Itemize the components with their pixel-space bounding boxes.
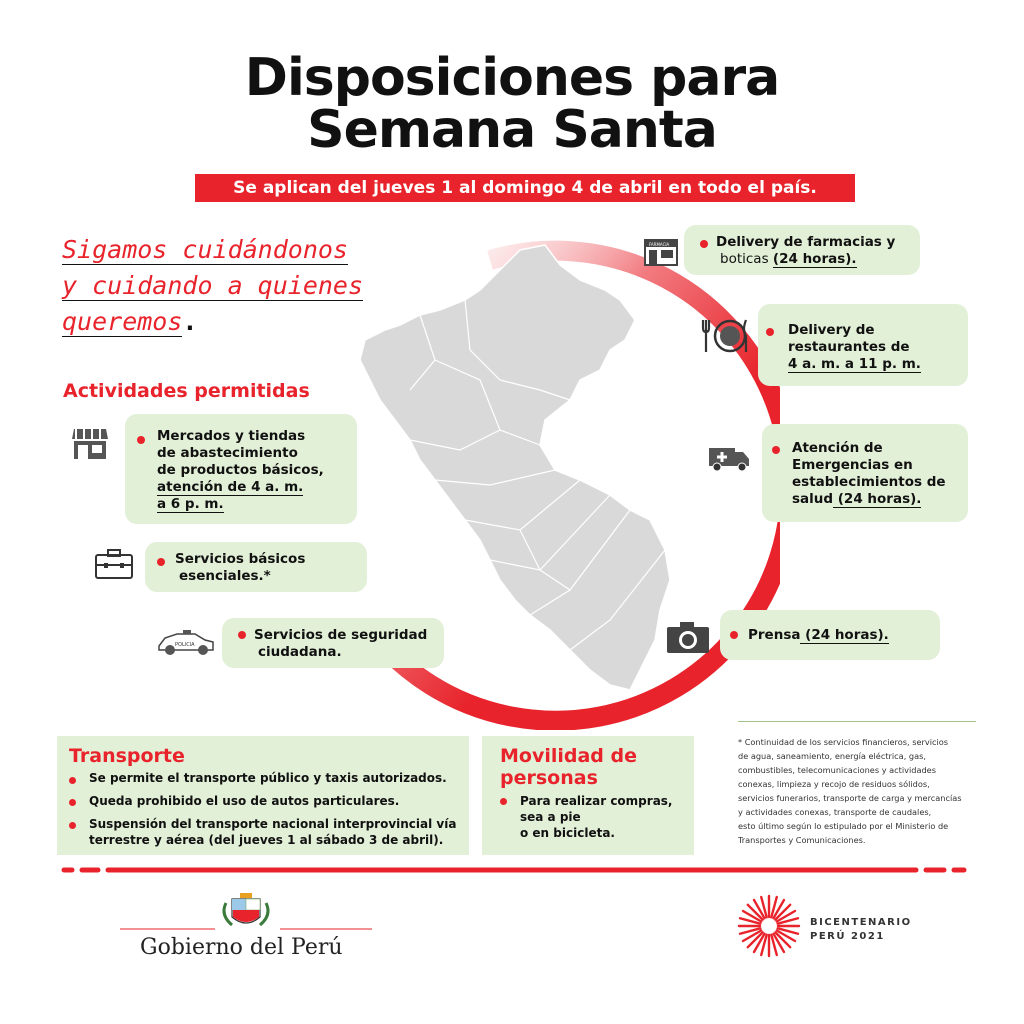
footnote-line: esto último según lo estipulado por el Ministerio de [738, 821, 949, 831]
bullet [69, 822, 76, 829]
restaurants-line-2: restaurantes de [788, 339, 910, 355]
restaurants-card [758, 304, 968, 386]
bullet [157, 558, 165, 566]
press-hours: (24 horas). [800, 627, 889, 643]
transport-item-3a: Suspensión del transporte nacional interprovincial vía [89, 817, 457, 831]
markets-hours-2: a 6 p. m. [157, 496, 224, 512]
emergency-line-3: establecimientos de [792, 474, 946, 490]
basic-services-card [145, 542, 367, 592]
markets-text [157, 428, 324, 513]
security-text [254, 627, 427, 661]
footnote-divider [738, 721, 976, 722]
security-line-1: Servicios de seguridad [254, 627, 428, 643]
footnote-line: combustibles, telecomunicaciones y actividades [738, 765, 936, 775]
emergency-card [762, 424, 968, 522]
pharmacy-hours: (24 horas). [772, 251, 857, 267]
slogan-line-3: queremos [62, 307, 183, 336]
markets-line-2: de abastecimiento [157, 445, 298, 461]
emergency-text [792, 440, 946, 508]
mobility-line-1: Para realizar compras, [520, 794, 673, 808]
mobility-line-3: o en bicicleta. [520, 826, 615, 840]
emergency-line-1: Atención de [792, 440, 883, 456]
bullet [730, 631, 738, 639]
security-card [222, 618, 444, 668]
transport-panel [57, 736, 469, 855]
pharmacy-line-2a: boticas [720, 251, 773, 267]
bullet [766, 328, 774, 336]
police-label: POLICIA [175, 642, 195, 648]
press-label: Prensa [748, 627, 801, 643]
footnote-line: * Continuidad de los servicios financieros, servicios [738, 737, 949, 747]
restaurants-text [788, 322, 921, 373]
bullet [500, 798, 507, 805]
transport-item-2: Queda prohibido el uso de autos particulares. [89, 794, 400, 808]
title-line-1: Disposiciones para [244, 48, 780, 108]
bullet [238, 631, 246, 639]
markets-hours-1: atención de 4 a. m. [157, 479, 304, 495]
press-card [720, 610, 940, 660]
slogan-period: . [182, 307, 198, 336]
date-range-banner: Se aplican del jueves 1 al domingo 4 de abril en todo el país. [195, 174, 855, 202]
bicentenario-logo [736, 893, 802, 959]
security-line-2: ciudadana. [258, 644, 342, 660]
permitted-activities-title: Actividades permitidas [63, 380, 310, 402]
pharmacy-label: FARMACIA [649, 242, 670, 247]
pharmacy-text [716, 234, 895, 268]
mobility-title-2: personas [500, 767, 598, 789]
markets-line-3: de productos básicos, [157, 462, 324, 478]
slogan-line-2: y cuidando a quienes [62, 271, 364, 300]
footnote [738, 735, 978, 847]
footnote-line: y actividades conexas, transporte de caudales, [738, 807, 932, 817]
footnote-line: servicios funerarios, transporte de carga y mercancías [738, 793, 962, 803]
camera-icon [666, 620, 710, 654]
page-title [0, 48, 1024, 160]
title-line-2: Semana Santa [307, 100, 717, 160]
bullet [69, 799, 76, 806]
briefcase-icon [94, 548, 134, 580]
police-car-icon [155, 628, 217, 658]
bullet [137, 436, 145, 444]
restaurants-line-1: Delivery de [788, 322, 875, 338]
slogan-line-1: Sigamos cuidándonos [62, 235, 348, 264]
emergency-line-4a: salud [792, 491, 834, 507]
mobility-panel [482, 736, 694, 855]
transport-title: Transporte [69, 745, 185, 767]
pharmacy-card [684, 225, 920, 275]
mobility-line-2: sea a pie [520, 810, 581, 824]
coat-of-arms-logo [120, 893, 375, 933]
footer-divider [60, 866, 970, 874]
mobility-title-1: Movilidad de [500, 745, 638, 767]
gobierno-label: Gobierno del Perú [140, 935, 343, 960]
markets-line-1: Mercados y tiendas [157, 428, 306, 444]
emergency-hours: (24 horas). [833, 491, 922, 507]
basic-services-text [175, 551, 305, 585]
transport-item-3b: terrestre y aérea (del jueves 1 al sábado 3 de abril). [89, 833, 444, 847]
transport-item-1: Se permite el transporte público y taxis autorizados. [89, 771, 447, 785]
basic-line-2: esenciales.* [179, 568, 271, 584]
store-icon [70, 425, 110, 461]
ambulance-icon [708, 444, 750, 472]
restaurants-hours: 4 a. m. a 11 p. m. [788, 356, 921, 372]
bicentenario-line-2: PERÚ 2021 [810, 931, 885, 942]
plate-cutlery-icon [700, 316, 750, 356]
mobility-title [500, 745, 637, 789]
bullet [69, 777, 76, 784]
slogan [62, 232, 372, 340]
mobility-text [520, 793, 673, 841]
footnote-line: conexas, limpieza y recojo de residuos sólidos, [738, 779, 930, 789]
footnote-line: Transportes y Comunicaciones. [738, 835, 866, 845]
bullet [772, 446, 780, 454]
bicentenario-line-1: BICENTENARIO [810, 917, 912, 928]
press-text [748, 627, 889, 644]
bicentenario-label [810, 916, 912, 944]
basic-line-1: Servicios básicos [175, 551, 306, 567]
pharmacy-line-1: Delivery de farmacias y [716, 234, 896, 250]
pharmacy-icon [644, 238, 678, 266]
emergency-line-2: Emergencias en [792, 457, 913, 473]
bullet [700, 240, 708, 248]
footnote-line: de agua, saneamiento, energía eléctrica, gas, [738, 751, 926, 761]
markets-card [125, 414, 357, 524]
